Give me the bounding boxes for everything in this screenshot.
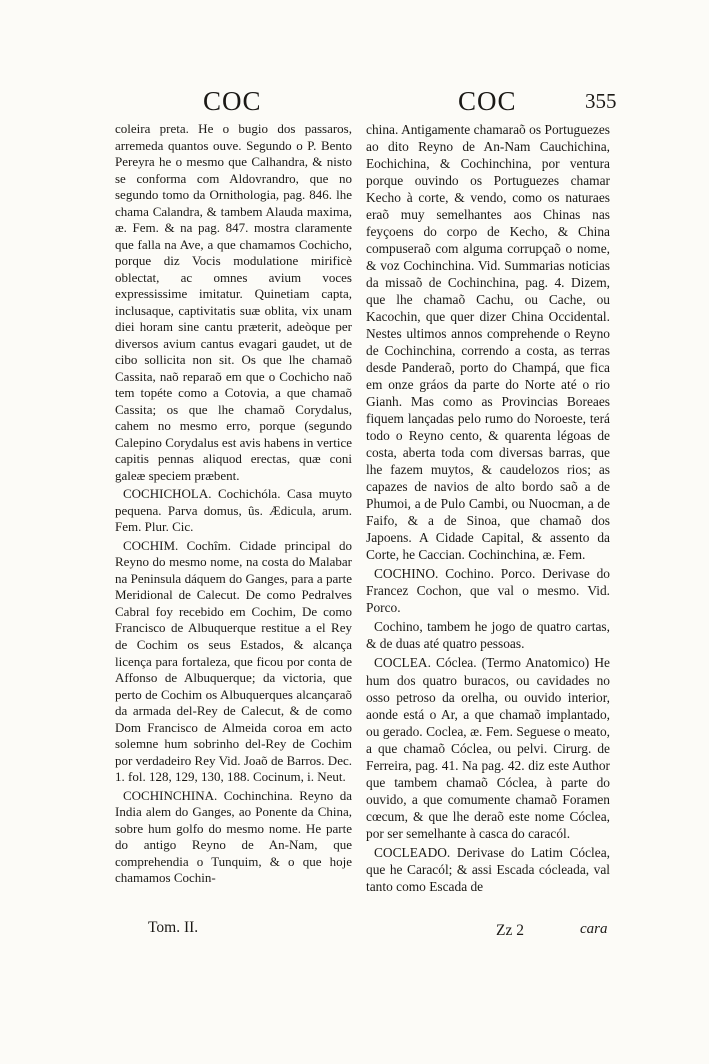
entry-cochichola: COCHICHOLA. Cochichóla. Casa muyto pequena. Parva domus, ûs. Ædicula, arum. Fem. Plur. Cic. <box>115 486 352 535</box>
running-head-right: COC <box>458 86 517 116</box>
right-column <box>366 121 610 895</box>
running-head-left: COC <box>203 86 262 116</box>
entry-cochino-jogo: Cochino, tambem he jogo de quatro cartas, & de duas até quatro pessoas. <box>366 619 610 652</box>
entry-cocleado: COCLEADO. Derivase do Latim Cóclea, que he Caracól; & assi Escada cócleada, val tanto como Escada de <box>366 844 610 894</box>
entry-coclea: COCLEA. Cóclea. (Termo Anatomico) He hum dos quatro buracos, ou cavidades no osso petroso da orelha, ou ouvido interior, aonde está o Ar, a que chamaõ implantado, ou gerado. Coclea, æ. Fem. Seguese o meato, a que chamaõ Cóclea, ou pelvi. Cirurg. de Ferreira, pag. 41. Na pag. 42. diz este Author que tambem chamaõ Cóclea, à parte do ouvido, a que comumente chamaõ Foramen cœcum, & que lhe deraõ este nome Cóclea, por ser semelhante à casca do caracól. <box>366 655 610 841</box>
entry-cochinchina: COCHINCHINA. Cochinchina. Reyno da India alem do Ganges, ao Ponente da China, sobre hum golfo do mesmo nome. He parte do antigo Reyno de An-Nam, que comprehendia o Tunquim, & o que hoje chamamos Cochin- <box>115 787 352 886</box>
entry-cochinchina-continued: china. Antigamente chamaraõ os Portuguezes ao dito Reyno de An-Nam Cauchichina, Eochichina, & Cochinchina, por ventura porque ouvindo os Portuguezes chamar Kecho à corte, & vendo, como os naturaes eraõ muy semelhantes aos Chinas nas feyçoens do corpo de Kecho, & China compuseraõ com alguma corrupçaõ o nome, & voz Cochinchina. Vid. Summarias noticias da missaõ de Cochinchina, pag. 4. Dizem, que lhe chamaõ Cachu, ou Cache, ou Kacochin, que quer dizer China Occidental. Nestes ultimos annos comprehende o Reyno de Cochinchina, correndo a costa, as terras desde Panderaõ, porto do Champá, que fica em onze gráos da parte do Norte até o rio Gianh. Mas como as Provincias Boreaes fiquem lançadas pelo rumo do Noroeste, terá todo o Reyno cento, & quarenta légoas de costa, aberta toda com diversas barras, que lhe fazem muytos, & caudelozos rios; as capazes de navios de alto bordo saõ a de Phumoi, a de Pulo Cambi, ou Nuocman, a de Faifo, & a de Sinoa, que chamaõ dos Japoens. A Cidade Capital, & assento da Corte, he Caccian. Cochinchina, æ. Fem. <box>366 122 610 563</box>
page-number: 355 <box>585 89 617 113</box>
catchword: cara <box>580 921 608 937</box>
entry-cochino: COCHINO. Cochino. Porco. Derivase do Francez Cochon, que val o mesmo. Vid. Porco. <box>366 566 610 616</box>
volume-label: Tom. II. <box>148 919 199 936</box>
entry-cochicho-continued: coleira preta. He o bugio dos passaros, arremeda quantos ouve. Segundo o P. Bento Pereyra he o mesmo que Calhandra, & nisto se conforma com Aldovrandro, que no segundo tomo da Ornithologia, pag. 846. lhe chama Calandra, & tambem Alauda maxima, æ. Fem. & na pag. 847. mostra claramente que falla na Ave, a que chamamos Cochicho, porque diz Vocis modulatione mirificè oblectat, ac omnes avium voces expressissime imitatur. Quinetiam capta, inclusaque, captivitatis suæ oblita, vix unam diei horam sine cantu præterit, adeòque per diversos avium cantus evagari gaudet, ut de cibo sollicita non sit. Os que lhe chamaõ Cassita, naõ reparaõ em que o Cochicho naõ tem topéte como a Cotovia, a que chamaõ Cassita; os que lhe chamaõ Corydalus, cahem no mesmo erro, porque (segundo Calepino Corydalus est avis habens in vertice capitis pennas aliquod erectas, quæ coni galeæ speciem præbent. <box>115 121 352 483</box>
left-column <box>115 121 352 887</box>
entry-cochim: COCHIM. Cochîm. Cidade principal do Reyno do mesmo nome, na costa do Malabar na Peninsula dáquem do Ganges, para a parte Meridional de Calecut. De como Pedralves Cabral foy recebido em Cochim, De como Francisco de Albuquerque restitue a el Rey de Cochim os seus Estados, & alcança licença para fortaleza, que ficou por conta de Affonso de Albuquerque; da victoria, que perto de Cochim os Albuquerques alcançaraõ da armada del-Rey de Calecut, & de como Dom Francisco de Almeida coroa em acto solemne hum sobrinho del-Rey de Cochim por verdadeiro Rey Vid. Joaõ de Barros. Dec. 1. fol. 128, 129, 130, 188. Cocinum, i. Neut. <box>115 537 352 785</box>
signature-mark: Zz 2 <box>496 922 524 939</box>
